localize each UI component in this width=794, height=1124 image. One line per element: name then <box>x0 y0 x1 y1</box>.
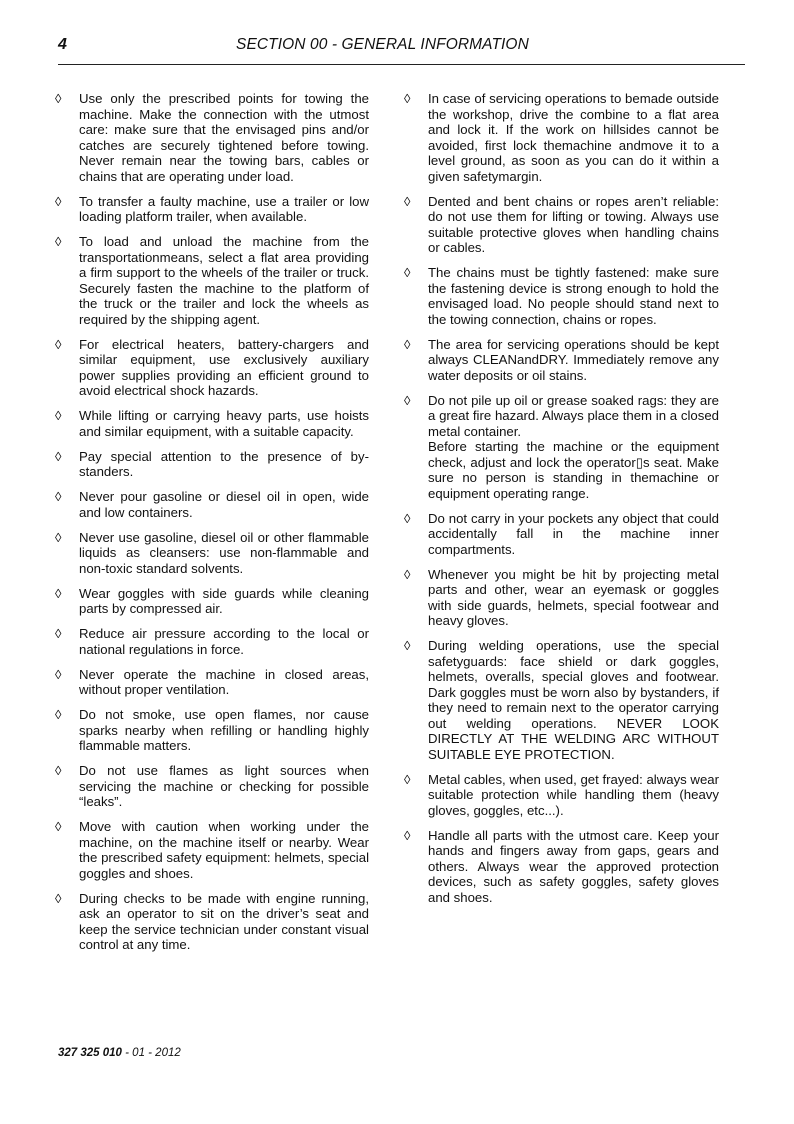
diamond-bullet-icon: ◊ <box>404 827 411 843</box>
diamond-bullet-icon: ◊ <box>55 666 62 682</box>
bullet-item <box>55 763 369 810</box>
bullet-text: Dented and bent chains or ropes aren’t reliable: do not use them for lifting or towing. Always use suitable protective gloves when handling chains or cables. <box>428 193 719 255</box>
diamond-bullet-icon: ◊ <box>404 638 411 653</box>
bullet-text: In case of servicing operations to bemade outside the workshop, drive the combine to a flat area and lock it. If the work on hillsides cannot be avoided, first lock themachine andmove it to a level ground, as soon as you can do it within a given safetymargin. <box>428 91 719 184</box>
bullet-item <box>404 511 719 558</box>
document-number: 327 325 010 <box>58 1047 122 1059</box>
bullet-text: Never pour gasoline or diesel oil in open, wide and low containers. <box>79 489 369 520</box>
diamond-bullet-icon: ◊ <box>404 265 411 280</box>
diamond-bullet-icon: ◊ <box>55 529 62 545</box>
bullet-text: Whenever you might be hit by projecting metal parts and other, wear an eyemask or goggles with side guards, helmets, special footwear and heavy gloves. <box>428 566 719 628</box>
bullet-item <box>55 449 369 480</box>
diamond-bullet-icon: ◊ <box>55 489 62 504</box>
diamond-bullet-icon: ◊ <box>55 336 62 352</box>
bullet-text: Do not pile up oil or grease soaked rags: they are a great fire hazard. Always place them in a closed metal container. Before starting the machine or the equipment check, adjust and lock the operator▯s seat. Make sure no person is standing in themachine or equipment operating range. <box>428 392 719 501</box>
bullet-text: Metal cables, when used, get frayed: always wear suitable protection while handling them (heavy gloves, goggles, etc...). <box>428 771 720 818</box>
bullet-item <box>55 489 369 520</box>
bullet-text: During welding operations, use the special safetyguards: face shield or dark goggles, helmets, overalls, special gloves and footwear. Dark goggles must be worn also by bystanders, if they need to remain next to the operator carrying out welding operations. NEVER LOOK DIRECTLY AT THE WELDING ARC WITHOUT SUITABLE EYE PROTECTION. <box>428 638 719 762</box>
diamond-bullet-icon: ◊ <box>55 91 62 106</box>
diamond-bullet-icon: ◊ <box>55 448 62 464</box>
bullet-text: The area for servicing operations should be kept always CLEANandDRY. Immediately remove any water deposits or oil stains. <box>428 336 719 383</box>
bullet-item <box>55 586 369 617</box>
bullet-text: Never operate the machine in closed areas, without proper ventilation. <box>79 666 369 697</box>
bullet-item <box>404 567 719 629</box>
bullet-item <box>404 265 719 327</box>
diamond-bullet-icon: ◊ <box>55 234 62 249</box>
bullet-text: Do not carry in your pockets any object that could accidentally fall in the machine inner compartments. <box>428 510 719 557</box>
bullet-item <box>404 194 719 256</box>
diamond-bullet-icon: ◊ <box>55 819 62 834</box>
bullet-item <box>404 828 719 906</box>
bullet-item <box>404 91 719 184</box>
diamond-bullet-icon: ◊ <box>55 626 62 641</box>
diamond-bullet-icon: ◊ <box>55 890 62 906</box>
bullet-item <box>404 638 719 762</box>
bullet-item <box>55 530 369 577</box>
diamond-bullet-icon: ◊ <box>55 193 62 209</box>
document-revision: - 01 - 2012 <box>121 1047 181 1059</box>
bullet-item <box>55 408 369 439</box>
diamond-bullet-icon: ◊ <box>404 193 411 209</box>
bullet-item <box>404 772 719 819</box>
bullet-item <box>55 337 369 399</box>
bullet-text: Do not smoke, use open flames, nor cause sparks nearby when refilling or handling highly flammable matters. <box>79 707 369 753</box>
bullet-item <box>55 707 369 754</box>
bullet-text: Move with caution when working under the machine, on the machine itself or nearby. Wear the prescribed safety equipment: helmets, special goggles and shoes. <box>79 819 369 881</box>
diamond-bullet-icon: ◊ <box>404 336 411 352</box>
bullet-item <box>55 891 369 953</box>
diamond-bullet-icon: ◊ <box>404 392 411 408</box>
diamond-bullet-icon: ◊ <box>55 763 62 778</box>
page-header <box>58 36 738 60</box>
bullet-item <box>404 337 719 384</box>
diamond-bullet-icon: ◊ <box>404 566 411 582</box>
bullet-text: Do not use flames as light sources when servicing the machine or checking for possible “leaks”. <box>79 763 369 809</box>
bullet-text: Use only the prescribed points for towing the machine. Make the connection with the utmost care: make sure that the envisaged pins and/or catches are securely tightened before towing. Never remain near the towing bars, cables or chains that are operating under load. <box>79 91 369 184</box>
footer-document-code <box>58 1047 181 1059</box>
bullet-item <box>55 234 369 327</box>
bullet-text: To load and unload the machine from the transportationmeans, select a flat area providing a firm support to the wheels of the trailer or truck. Securely fasten the machine to the platform of the truck or the trailer and lock the wheels as required by the shipping agent. <box>79 234 369 327</box>
bullet-text: Handle all parts with the utmost care. Keep your hands and fingers away from gaps, gears and others. Always wear the approved protection devices, such as safety goggles, safety gloves and shoes. <box>428 827 719 905</box>
section-title: SECTION 00 - GENERAL INFORMATION <box>236 36 529 53</box>
diamond-bullet-icon: ◊ <box>55 707 62 722</box>
bullet-text: Never use gasoline, diesel oil or other flammable liquids as cleansers: use non-flammable and non-toxic standard solvents. <box>79 529 369 576</box>
left-column <box>55 91 369 962</box>
bullet-item <box>55 626 369 657</box>
bullet-text: During checks to be made with engine running, ask an operator to sit on the driver’s seat and keep the service technician under constant visual control at any time. <box>79 890 369 952</box>
bullet-text: To transfer a faulty machine, use a trailer or low loading platform trailer, when available. <box>79 193 369 224</box>
bullet-text: The chains must be tightly fastened: make sure the fastening device is strong enough to hold the envisaged load. No people should stand next to the towing connection, chains or ropes. <box>428 265 719 327</box>
diamond-bullet-icon: ◊ <box>404 91 411 106</box>
bullet-text: For electrical heaters, battery-chargers and similar equipment, use exclusively auxiliary power supplies providing an efficient ground to avoid electrical shock hazards. <box>79 336 369 398</box>
right-column <box>404 91 719 915</box>
bullet-text: Wear goggles with side guards while cleaning parts by compressed air. <box>79 585 369 616</box>
page-number: 4 <box>58 36 67 53</box>
bullet-item <box>55 667 369 698</box>
diamond-bullet-icon: ◊ <box>55 408 62 423</box>
diamond-bullet-icon: ◊ <box>404 510 411 526</box>
diamond-bullet-icon: ◊ <box>404 771 411 787</box>
bullet-item <box>55 194 369 225</box>
bullet-text: While lifting or carrying heavy parts, use hoists and similar equipment, with a suitable capacity. <box>79 408 369 439</box>
bullet-item <box>55 91 369 184</box>
bullet-text: Reduce air pressure according to the local or national regulations in force. <box>79 626 369 657</box>
diamond-bullet-icon: ◊ <box>55 585 62 601</box>
bullet-text: Pay special attention to the presence of by-standers. <box>79 448 369 479</box>
bullet-item <box>55 819 369 881</box>
bullet-item <box>404 393 719 502</box>
header-divider <box>58 64 745 65</box>
